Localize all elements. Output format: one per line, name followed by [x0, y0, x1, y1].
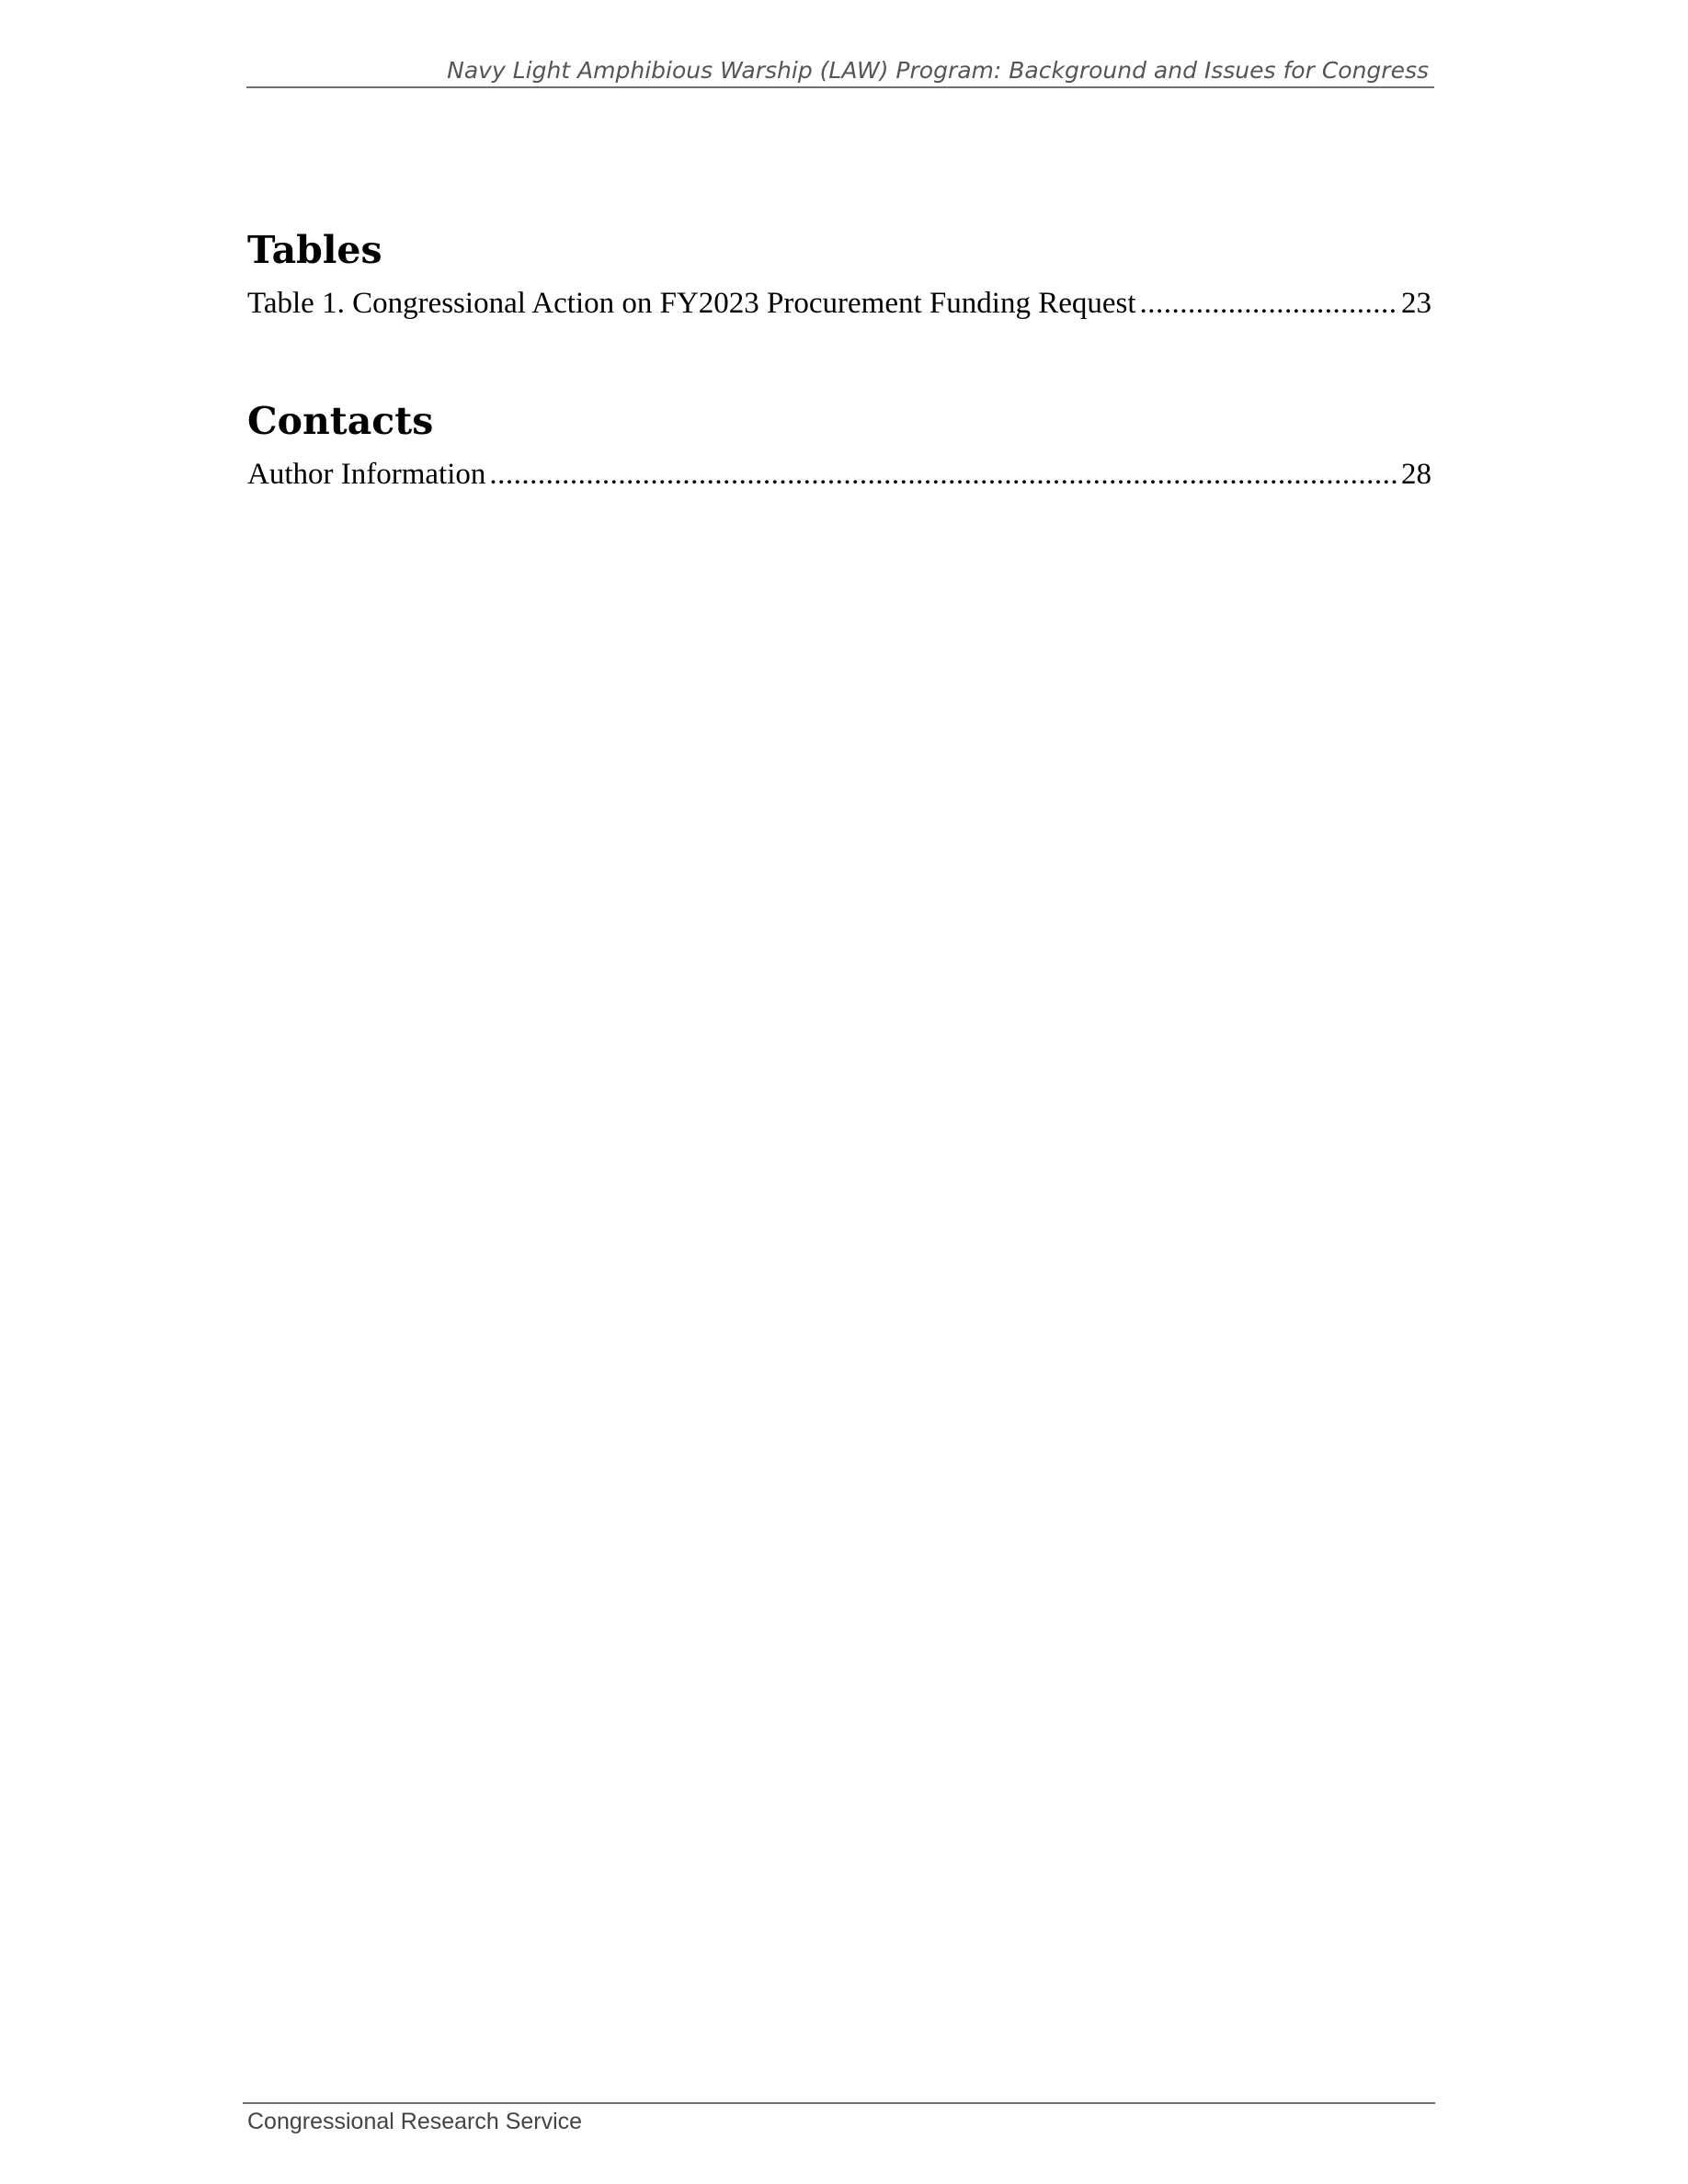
tables-section [247, 222, 1431, 327]
toc-page-number: 23 [1401, 287, 1431, 320]
toc-entry-label: Table 1. Congressional Action on FY2023 Procurement Funding Request [247, 287, 1136, 320]
contacts-section [247, 393, 1431, 498]
running-header-title: Navy Light Amphibious Warship (LAW) Program: Background and Issues for Congress [447, 57, 1429, 84]
contacts-heading: Contacts [247, 399, 434, 443]
toc-page-number: 28 [1401, 458, 1431, 491]
toc-dot-leader [1140, 279, 1397, 327]
footer-organization: Congressional Research Service [247, 2109, 583, 2134]
toc-entry-author-information[interactable] [247, 450, 1431, 498]
toc-entry-label: Author Information [247, 458, 486, 491]
toc-dot-leader [489, 450, 1397, 498]
tables-heading: Tables [247, 228, 382, 272]
running-footer [243, 2102, 1435, 2135]
toc-entry-table-1[interactable] [247, 279, 1431, 327]
running-header [246, 57, 1434, 88]
